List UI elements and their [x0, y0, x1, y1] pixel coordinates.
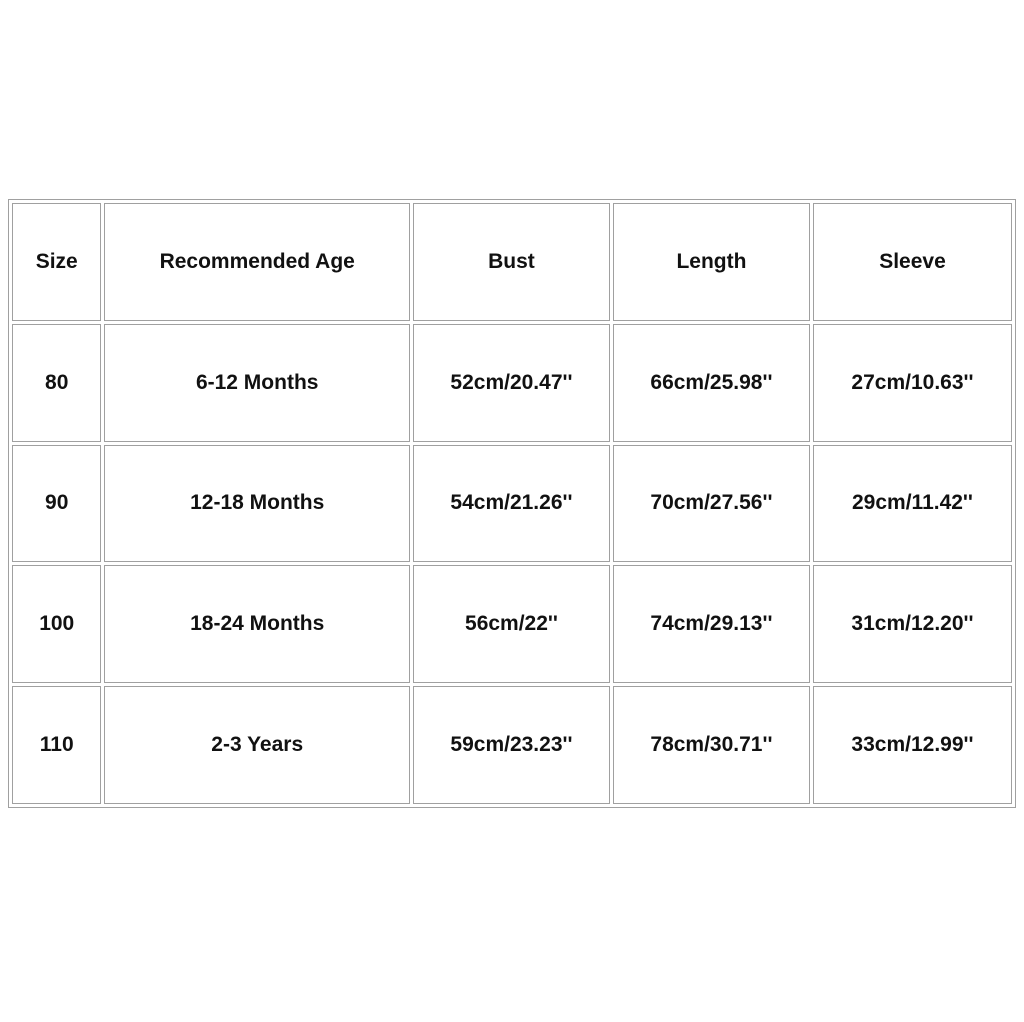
header-recommended-age: Recommended Age	[104, 203, 410, 321]
header-length: Length	[613, 203, 810, 321]
table-row	[12, 686, 1012, 804]
cell-bust: 52cm/20.47''	[413, 324, 610, 442]
cell-sleeve: 27cm/10.63''	[813, 324, 1012, 442]
cell-recommended-age: 12-18 Months	[104, 445, 410, 563]
cell-length: 66cm/25.98''	[613, 324, 810, 442]
cell-length: 70cm/27.56''	[613, 445, 810, 563]
cell-recommended-age: 2-3 Years	[104, 686, 410, 804]
header-bust: Bust	[413, 203, 610, 321]
size-chart-table	[8, 199, 1016, 808]
cell-bust: 59cm/23.23''	[413, 686, 610, 804]
cell-bust: 56cm/22''	[413, 565, 610, 683]
cell-bust: 54cm/21.26''	[413, 445, 610, 563]
table-row	[12, 324, 1012, 442]
header-sleeve: Sleeve	[813, 203, 1012, 321]
header-row	[12, 203, 1012, 321]
cell-size: 80	[12, 324, 101, 442]
table-row	[12, 565, 1012, 683]
cell-sleeve: 31cm/12.20''	[813, 565, 1012, 683]
cell-size: 110	[12, 686, 101, 804]
header-size: Size	[12, 203, 101, 321]
cell-length: 78cm/30.71''	[613, 686, 810, 804]
cell-size: 100	[12, 565, 101, 683]
table-row	[12, 445, 1012, 563]
cell-length: 74cm/29.13''	[613, 565, 810, 683]
cell-size: 90	[12, 445, 101, 563]
cell-recommended-age: 18-24 Months	[104, 565, 410, 683]
cell-recommended-age: 6-12 Months	[104, 324, 410, 442]
cell-sleeve: 33cm/12.99''	[813, 686, 1012, 804]
cell-sleeve: 29cm/11.42''	[813, 445, 1012, 563]
